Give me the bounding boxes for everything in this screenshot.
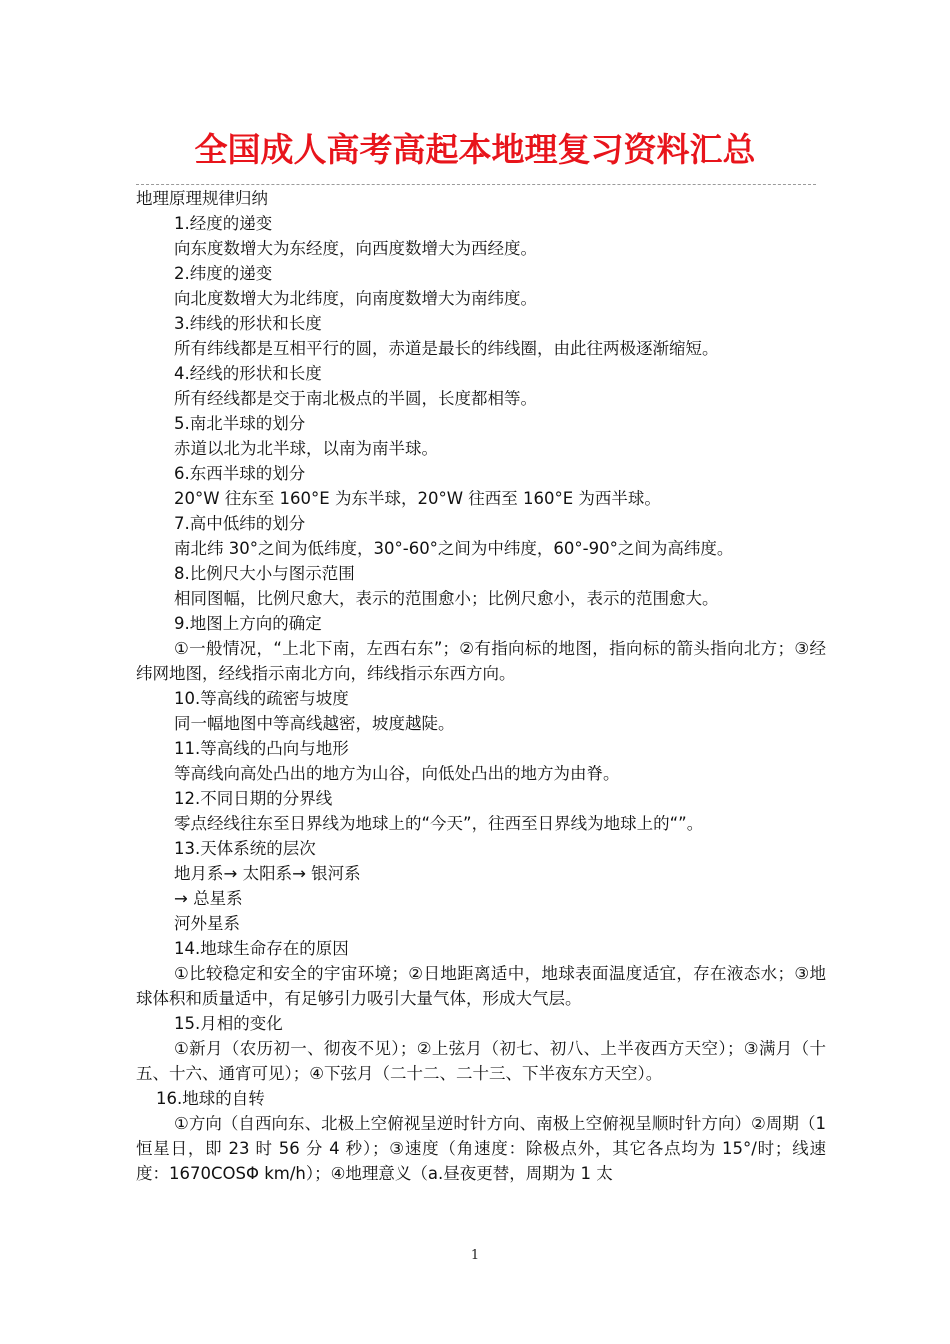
item-text: ①新月（农历初一、彻夜不见）；②上弦月（初七、初八、上半夜西方天空）；③满月（十五、十六、通宵可见）；④下弦月（二十二、二十三、下半夜东方天空）。 (136, 1039, 826, 1083)
item-heading: 5.南北半球的划分 (174, 414, 306, 433)
item-heading: 7.高中低纬的划分 (174, 514, 306, 533)
item-text: 赤道以北为北半球，以南为南半球。 (174, 439, 438, 458)
item-text: 地月系→ 太阳系→ 银河系 (174, 864, 361, 883)
item-text: ①比较稳定和安全的宇宙环境；②日地距离适中，地球表面温度适宜，存在液态水；③地球体积和质量适中，有足够引力吸引大量气体，形成大气层。 (136, 964, 826, 1008)
item-heading: 10.等高线的疏密与坡度 (174, 689, 349, 708)
item-heading: 4.经线的形状和长度 (174, 364, 322, 383)
item-heading: 11.等高线的凸向与地形 (174, 739, 349, 758)
section-heading: 地理原理规律归纳 (136, 189, 268, 208)
item-text: 所有纬线都是互相平行的圆，赤道是最长的纬线圈，由此往两极逐渐缩短。 (174, 339, 719, 358)
item-text: 20°W 往东至 160°E 为东半球，20°W 往西至 160°E 为西半球。 (174, 489, 661, 508)
item-text: ①方向（自西向东、北极上空俯视呈逆时针方向、南极上空俯视呈顺时针方向）②周期（1 恒星日，即 23 时 56 分 4 秒）；③速度（角速度：除极点外，其它各点均为 15°/时；线速度：1670COSΦ km/h）；④地理意义（a.昼夜更替，周期为 1 太 (136, 1114, 826, 1183)
item-text: 相同图幅，比例尺愈大，表示的范围愈小；比例尺愈小，表示的范围愈大。 (174, 589, 719, 608)
item-text: 河外星系 (174, 914, 240, 933)
item-text: 等高线向高处凸出的地方为山谷，向低处凸出的地方为由脊。 (174, 764, 620, 783)
item-heading: 12.不同日期的分界线 (174, 789, 333, 808)
item-text: → 总星系 (174, 889, 243, 908)
item-text: ①一般情况，“上北下南，左西右东”；②有指向标的地图，指向标的箭头指向北方；③经纬网地图，经线指示南北方向，纬线指示东西方向。 (136, 639, 826, 683)
item-text: 向东度数增大为东经度，向西度数增大为西经度。 (174, 239, 537, 258)
document-body (136, 186, 826, 1186)
item-heading: 1.经度的递变 (174, 214, 273, 233)
item-heading: 13.天体系统的层次 (174, 839, 316, 858)
item-heading: 14.地球生命存在的原因 (174, 939, 349, 958)
item-heading: 9.地图上方向的确定 (174, 614, 322, 633)
item-text: 向北度数增大为北纬度，向南度数增大为南纬度。 (174, 289, 537, 308)
item-text: 同一幅地图中等高线越密，坡度越陡。 (174, 714, 455, 733)
item-heading: 2.纬度的递变 (174, 264, 273, 283)
item-heading: 16.地球的自转 (156, 1089, 265, 1108)
document-title: 全国成人高考高起本地理复习资料汇总 (194, 130, 756, 169)
item-text: 所有经线都是交于南北极点的半圆，长度都相等。 (174, 389, 537, 408)
item-heading: 6.东西半球的划分 (174, 464, 306, 483)
item-text: 南北纬 30°之间为低纬度，30°-60°之间为中纬度，60°-90°之间为高纬度。 (174, 539, 734, 558)
item-heading: 15.月相的变化 (174, 1014, 283, 1033)
page-number: 1 (470, 1248, 480, 1263)
title-divider (136, 184, 816, 185)
item-heading: 3.纬线的形状和长度 (174, 314, 322, 333)
item-text: 零点经线往东至日界线为地球上的“今天”，往西至日界线为地球上的“”。 (174, 814, 704, 833)
item-heading: 8.比例尺大小与图示范围 (174, 564, 355, 583)
